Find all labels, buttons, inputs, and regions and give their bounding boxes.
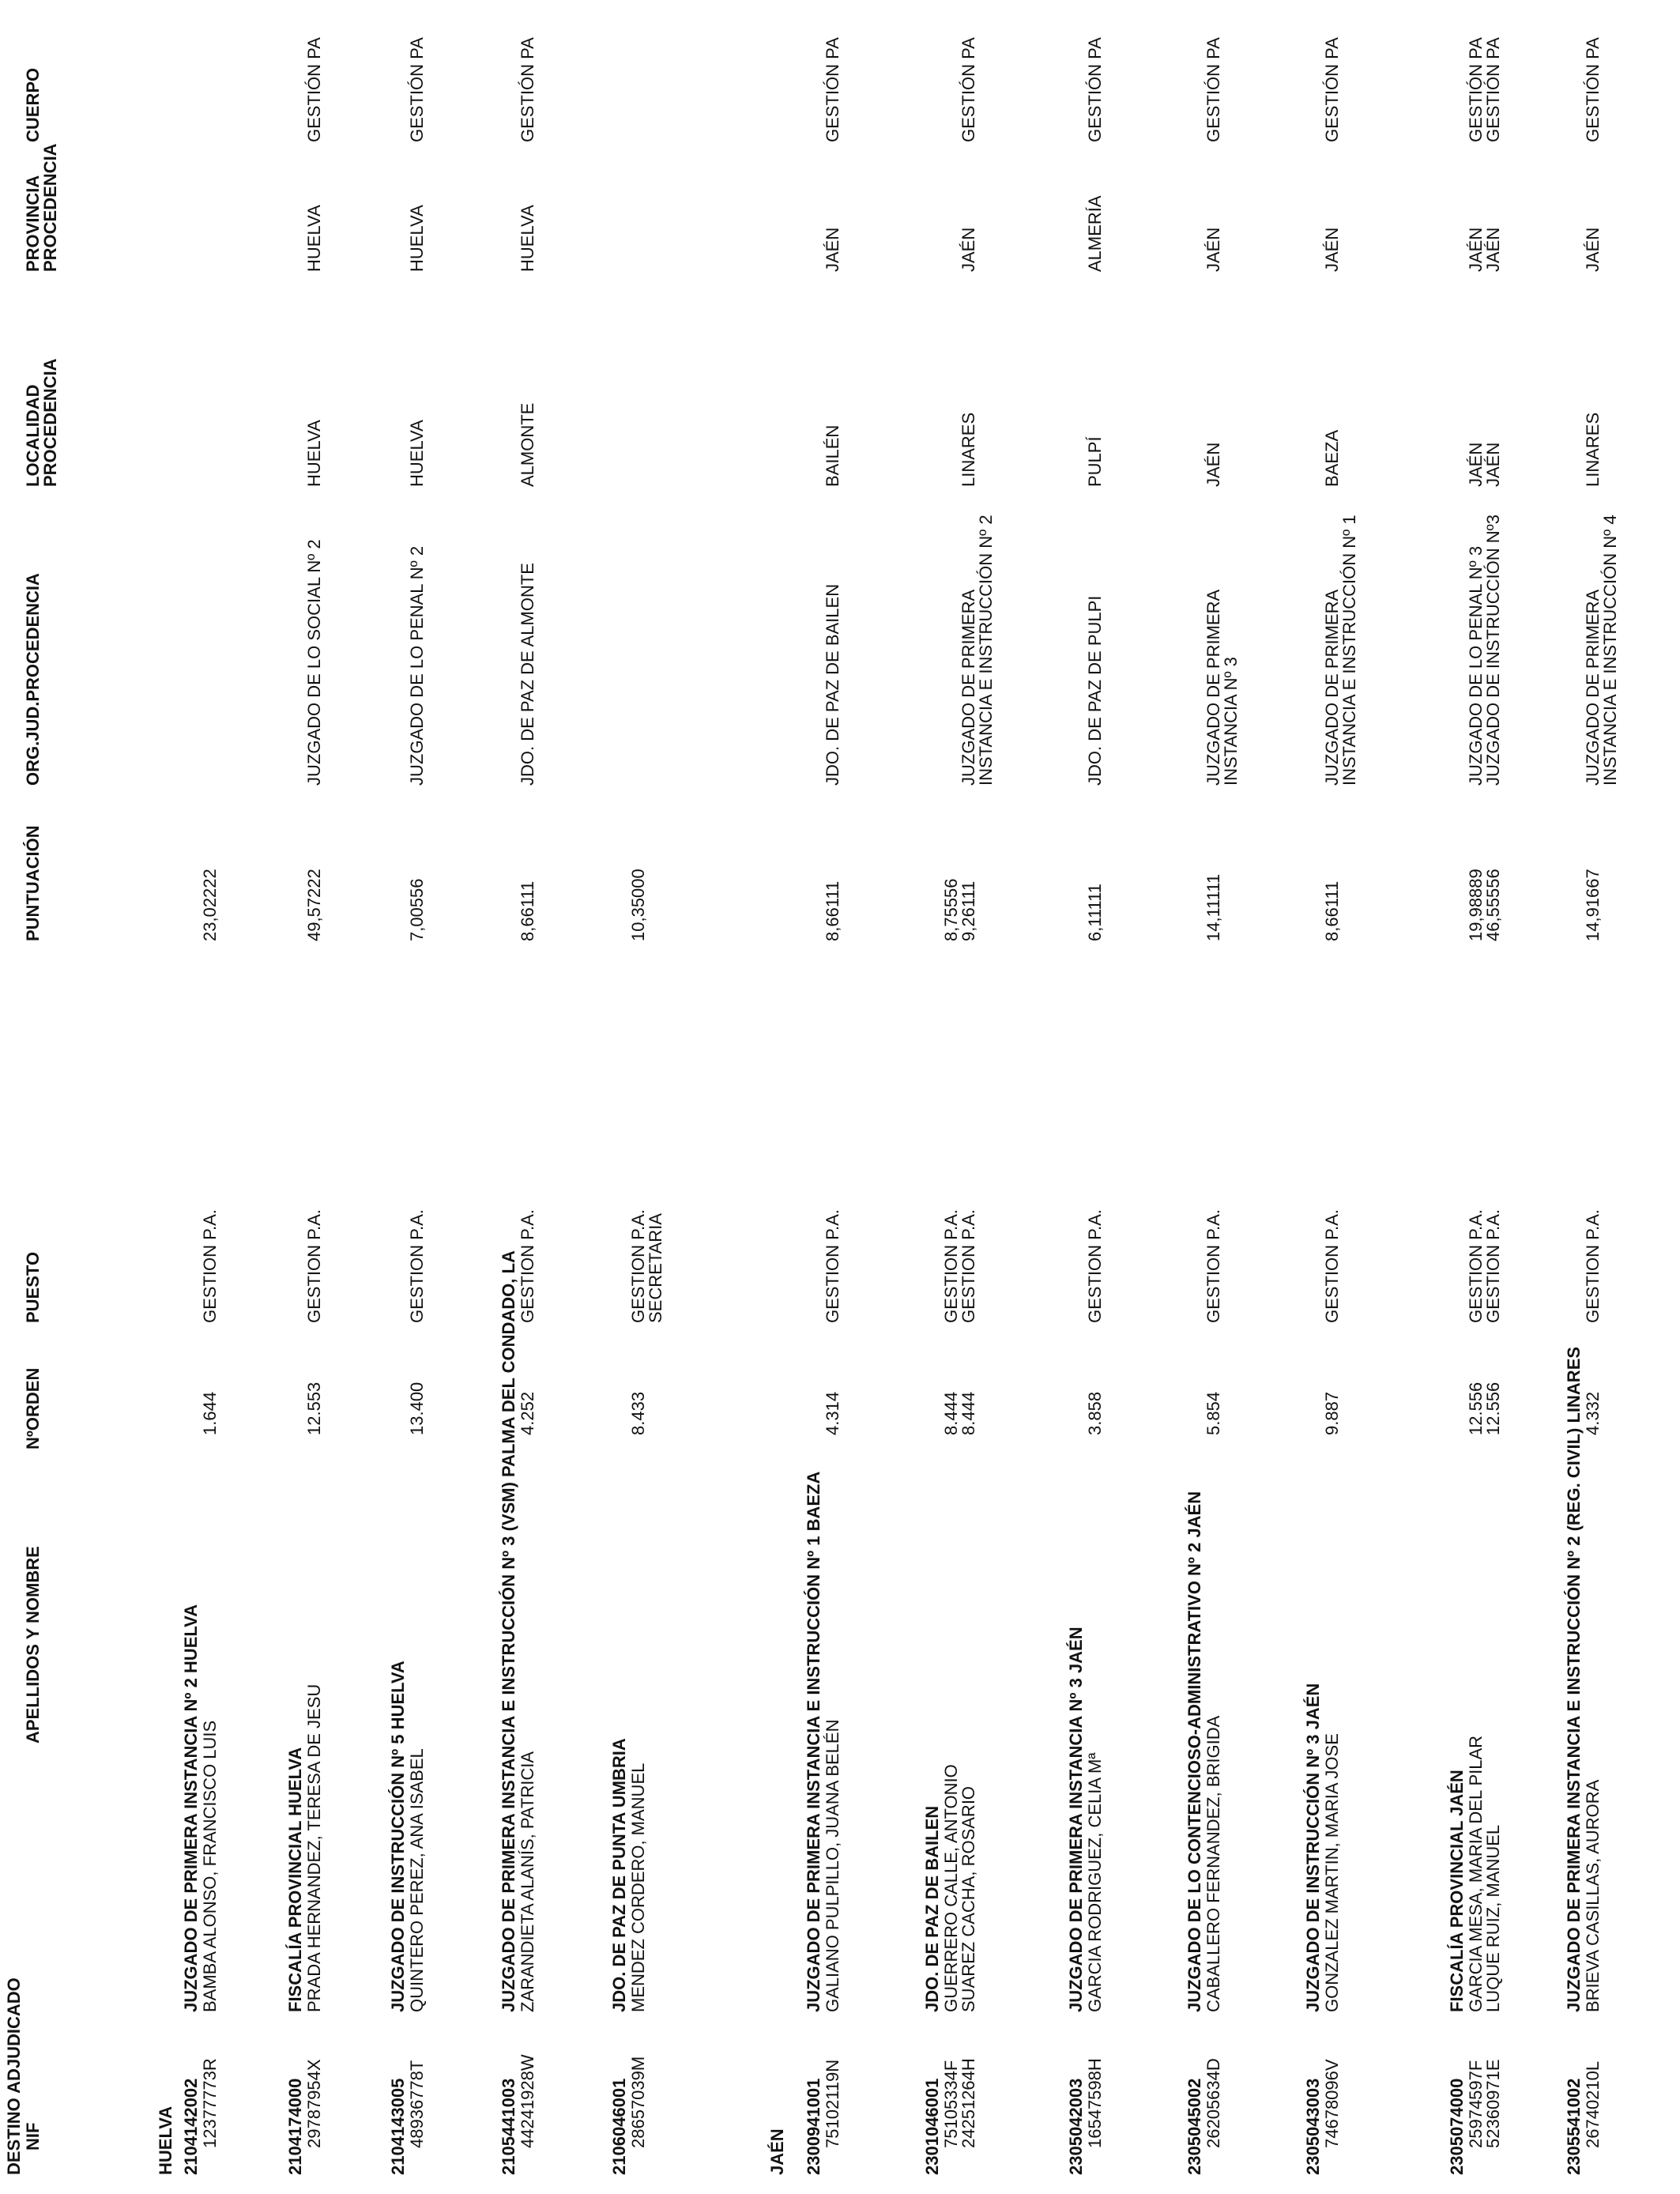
row-puntuacion: 8,66111 [1322, 880, 1342, 941]
header-provincia-2: PROCEDENCIA [40, 143, 60, 272]
row-cuerpo: GESTIÓN PA [1203, 37, 1223, 142]
header-destino-adjudicado: DESTINO ADJUDICADO [4, 1977, 24, 2175]
row-puntuacion: 7,00556 [407, 878, 427, 941]
row-nombre: GALIANO PULPILLO, JUANA BELÉN [823, 1719, 842, 2012]
row-nif: 75102119N [823, 2059, 842, 2148]
row-puesto: GESTION P.A. [823, 1209, 842, 1323]
row-nombre: SUAREZ CACHA, ROSARIO [959, 1785, 978, 2012]
header-puesto: PUESTO [23, 1251, 43, 1323]
row-nombre: ZARANDIETA ALANÍS, PATRICIA [518, 1751, 537, 2012]
destino-title: JDO. DE PAZ DE BAILEN [922, 1805, 942, 2012]
row-localidad: HUELVA [304, 420, 324, 487]
row-orden: 8.444 [941, 1391, 961, 1435]
row-org-procedencia: INSTANCIA E INSTRUCCIÓN Nº 4 [1600, 515, 1620, 786]
row-provincia: JAÉN [823, 227, 842, 272]
row-nif: 74678096V [1322, 2059, 1342, 2148]
province-heading: JAÉN [767, 2128, 787, 2175]
destino-code: 2305045002 [1185, 2078, 1204, 2175]
destino-title: JUZGADO DE PRIMERA INSTANCIA E INSTRUCCIÓN Nº 2 (REG. CIVIL) LINARES [1564, 1346, 1584, 2012]
row-puesto: GESTION P.A. [1085, 1209, 1105, 1323]
header-puntuacion: PUNTUACIÓN [23, 825, 43, 941]
row-puesto: GESTION P.A. [1583, 1209, 1603, 1323]
row-nif: 75105334F [941, 2060, 961, 2148]
row-localidad: JAÉN [1483, 442, 1503, 487]
row-puntuacion: 14,11111 [1203, 873, 1223, 941]
row-localidad: LINARES [1583, 412, 1603, 487]
row-orden: 5.854 [1203, 1391, 1223, 1435]
row-cuerpo: GESTIÓN PA [518, 37, 537, 142]
row-cuerpo: GESTIÓN PA [1483, 37, 1503, 142]
destino-code: 2300941001 [804, 2078, 823, 2175]
row-orden: 9.887 [1322, 1391, 1342, 1435]
row-orden: 8.444 [959, 1391, 978, 1435]
row-orden: 4.332 [1583, 1391, 1603, 1435]
row-puesto: GESTION P.A. [959, 1209, 978, 1323]
row-nif: 26740210L [1583, 2060, 1603, 2148]
row-cuerpo: GESTIÓN PA [304, 37, 324, 142]
row-provincia: JAÉN [1583, 227, 1603, 272]
row-cuerpo: GESTIÓN PA [1466, 37, 1486, 142]
row-cuerpo: GESTIÓN PA [1085, 37, 1105, 142]
row-orden: 1.644 [200, 1391, 220, 1435]
row-provincia: HUELVA [304, 205, 324, 272]
destino-title: JUZGADO DE LO CONTENCIOSO-ADMINISTRATIVO Nº 2 JAÉN [1185, 1491, 1204, 2012]
row-org-procedencia: JUZGADO DE LO PENAL Nº 3 [1466, 545, 1486, 786]
destino-code: 2305541002 [1564, 2078, 1584, 2175]
row-org-procedencia: INSTANCIA Nº 3 [1221, 657, 1241, 786]
row-provincia: JAÉN [1322, 227, 1342, 272]
row-nombre: CABALLERO FERNANDEZ, BRIGIDA [1203, 1715, 1223, 2012]
row-puesto: GESTION P.A. [1322, 1209, 1342, 1323]
row-nombre: QUINTERO PEREZ, ANA ISABEL [407, 1748, 427, 2012]
destino-code: 2104142002 [181, 2078, 201, 2175]
row-orden: 8.433 [628, 1391, 648, 1435]
destino-title: JUZGADO DE PRIMERA INSTANCIA E INSTRUCCIÓN Nº 3 (VSM) PALMA DEL CONDADO, LA [499, 1250, 518, 2012]
row-org-procedencia: JUZGADO DE LO PENAL Nº 2 [407, 545, 427, 786]
destino-title: JDO. DE PAZ DE PUNTA UMBRIA [609, 1738, 629, 2012]
row-puntuacion: 6,11111 [1085, 884, 1105, 941]
row-puesto: GESTION P.A. [304, 1209, 324, 1323]
row-org-procedencia: JUZGADO DE PRIMERA [959, 589, 978, 786]
row-nombre: LUQUE RUIZ, MANUEL [1483, 1824, 1503, 2012]
row-org-procedencia: JUZGADO DE PRIMERA [1203, 589, 1223, 786]
destino-code: 2305043003 [1303, 2078, 1323, 2175]
row-nombre: BAMBA ALONSO, FRANCISCO LUIS [200, 1720, 220, 2012]
row-nif: 29787954X [304, 2059, 324, 2148]
row-org-procedencia: JDO. DE PAZ DE PULPI [1085, 595, 1105, 786]
row-nombre: GARCIA RODRIGUEZ, CELIA Mª [1085, 1752, 1105, 2012]
destino-title: FISCALÍA PROVINCIAL JAÉN [1447, 1770, 1467, 2012]
destino-code: 2104174000 [285, 2078, 305, 2175]
row-puntuacion: 8,66111 [823, 880, 842, 941]
row-nombre: PRADA HERNANDEZ, TERESA DE JESU [304, 1683, 324, 2012]
row-nombre: BRIEVA CASILLAS, AURORA [1583, 1779, 1603, 2012]
row-nombre: GARCIA MESA, MARIA DEL PILAR [1466, 1735, 1486, 2012]
row-org-procedencia: JUZGADO DE INSTRUCCIÓN Nº3 [1483, 515, 1503, 786]
row-puesto: GESTION P.A. [407, 1209, 427, 1323]
destino-title: JUZGADO DE INSTRUCCIÓN Nº 5 HUELVA [388, 1661, 408, 2012]
row-nombre: MENDEZ CORDERO, MANUEL [628, 1762, 648, 2012]
province-heading: HUELVA [156, 2105, 175, 2175]
row-puesto: GESTION P.A. [1466, 1209, 1486, 1323]
row-orden: 13.400 [407, 1382, 427, 1435]
row-localidad: BAILÉN [823, 424, 842, 487]
header-org-jud: ORG.JUD.PROCEDENCIA [23, 573, 43, 786]
row-localidad: JAÉN [1466, 442, 1486, 487]
row-localidad: PULPÍ [1085, 436, 1105, 487]
row-orden: 12.556 [1466, 1382, 1486, 1435]
row-localidad: JAÉN [1203, 442, 1223, 487]
row-localidad: HUELVA [407, 420, 427, 487]
row-provincia: JAÉN [959, 227, 978, 272]
row-puesto: GESTION P.A. [1203, 1209, 1223, 1323]
destino-title: JUZGADO DE PRIMERA INSTANCIA E INSTRUCCIÓN Nº 1 BAEZA [804, 1471, 823, 2012]
row-puntuacion: 23,02222 [200, 869, 220, 941]
row-orden: 4.252 [518, 1391, 537, 1435]
row-puntuacion: 8,66111 [518, 880, 537, 941]
header-provincia-1: PROVINCIA [23, 175, 43, 272]
row-cuerpo: GESTIÓN PA [1322, 37, 1342, 142]
row-cuerpo: GESTIÓN PA [823, 37, 842, 142]
row-orden: 3.858 [1085, 1391, 1105, 1435]
row-nif: 28657039M [628, 2056, 648, 2148]
destino-code: 2104143005 [388, 2078, 408, 2175]
row-puesto: GESTION P.A. [518, 1209, 537, 1323]
row-puntuacion: 8,75556 [941, 878, 961, 941]
row-provincia: JAÉN [1203, 227, 1223, 272]
row-org-procedencia: JUZGADO DE PRIMERA [1583, 589, 1603, 786]
row-nif: 16547598H [1085, 2058, 1105, 2148]
row-org-procedencia: JUZGADO DE LO SOCIAL Nº 2 [304, 539, 324, 786]
row-puntuacion: 46,55556 [1483, 869, 1503, 941]
row-cuerpo: GESTIÓN PA [1583, 37, 1603, 142]
row-nif: 44241928W [518, 2054, 537, 2148]
row-nif: 24251264H [959, 2058, 978, 2148]
row-nombre: GONZALEZ MARTIN, MARIA JOSE [1322, 1733, 1342, 2012]
destino-title: JUZGADO DE PRIMERA INSTANCIA Nº 2 HUELVA [181, 1604, 201, 2012]
row-nif: 52360971E [1483, 2059, 1503, 2148]
destino-code: 2305042003 [1066, 2078, 1086, 2175]
row-org-procedencia: JDO. DE PAZ DE BAILEN [823, 583, 842, 786]
header-localidad-2: PROCEDENCIA [40, 358, 60, 487]
row-org-procedencia: JUZGADO DE PRIMERA [1322, 589, 1342, 786]
header-cuerpo: CUERPO [23, 67, 43, 142]
row-puntuacion: 14,91667 [1583, 869, 1603, 941]
row-provincia: ALMERÍA [1085, 195, 1105, 272]
row-org-procedencia: JDO. DE PAZ DE ALMONTE [518, 563, 537, 786]
row-provincia: HUELVA [518, 205, 537, 272]
row-localidad: LINARES [959, 412, 978, 487]
row-cuerpo: GESTIÓN PA [959, 37, 978, 142]
row-orden: 12.553 [304, 1382, 324, 1435]
row-org-procedencia: INSTANCIA E INSTRUCCIÓN Nº 1 [1339, 515, 1359, 786]
row-puesto: GESTION P.A. [628, 1209, 648, 1323]
row-provincia: JAÉN [1483, 227, 1503, 272]
row-puesto: GESTION P.A. [941, 1209, 961, 1323]
row-puesto: GESTION P.A. [1483, 1209, 1503, 1323]
row-org-procedencia: INSTANCIA E INSTRUCCIÓN Nº 2 [976, 515, 996, 786]
row-provincia: JAÉN [1466, 227, 1486, 272]
row-localidad: ALMONTE [518, 402, 537, 487]
row-cuerpo: GESTIÓN PA [407, 37, 427, 142]
header-norden: NºORDEN [23, 1367, 43, 1449]
row-puntuacion: 19,98889 [1466, 869, 1486, 941]
destino-code: 2105441003 [499, 2078, 518, 2175]
header-localidad-1: LOCALIDAD [23, 384, 43, 487]
destino-title: JUZGADO DE INSTRUCCIÓN Nº 3 JAÉN [1303, 1683, 1323, 2012]
row-puntuacion: 49,57222 [304, 869, 324, 941]
row-localidad: BAEZA [1322, 429, 1342, 487]
row-puesto: SECRETARIA [646, 1213, 665, 1323]
row-nif: 25974597F [1466, 2060, 1486, 2148]
destino-code: 2305074000 [1447, 2078, 1467, 2175]
row-orden: 4.314 [823, 1391, 842, 1435]
header-apellidos-nombre: APELLIDOS Y NOMBRE [23, 1546, 43, 1744]
destino-code: 2106046001 [609, 2078, 629, 2175]
destino-title: FISCALÍA PROVINCIAL HUELVA [285, 1747, 305, 2012]
header-nif: NIF [23, 2122, 43, 2151]
row-nombre: GUERRERO CALLE, ANTONIO [941, 1764, 961, 2012]
row-puntuacion: 9,26111 [959, 880, 978, 941]
destino-title: JUZGADO DE PRIMERA INSTANCIA Nº 3 JAÉN [1066, 1627, 1086, 2012]
row-provincia: HUELVA [407, 205, 427, 272]
row-puesto: GESTION P.A. [200, 1209, 220, 1323]
row-orden: 12.556 [1483, 1382, 1503, 1435]
row-nif: 12377773R [200, 2058, 220, 2148]
row-nif: 48936778T [407, 2060, 427, 2148]
row-nif: 26205634D [1203, 2058, 1223, 2148]
destino-code: 2301046001 [922, 2078, 942, 2175]
row-puntuacion: 10,35000 [628, 869, 648, 941]
